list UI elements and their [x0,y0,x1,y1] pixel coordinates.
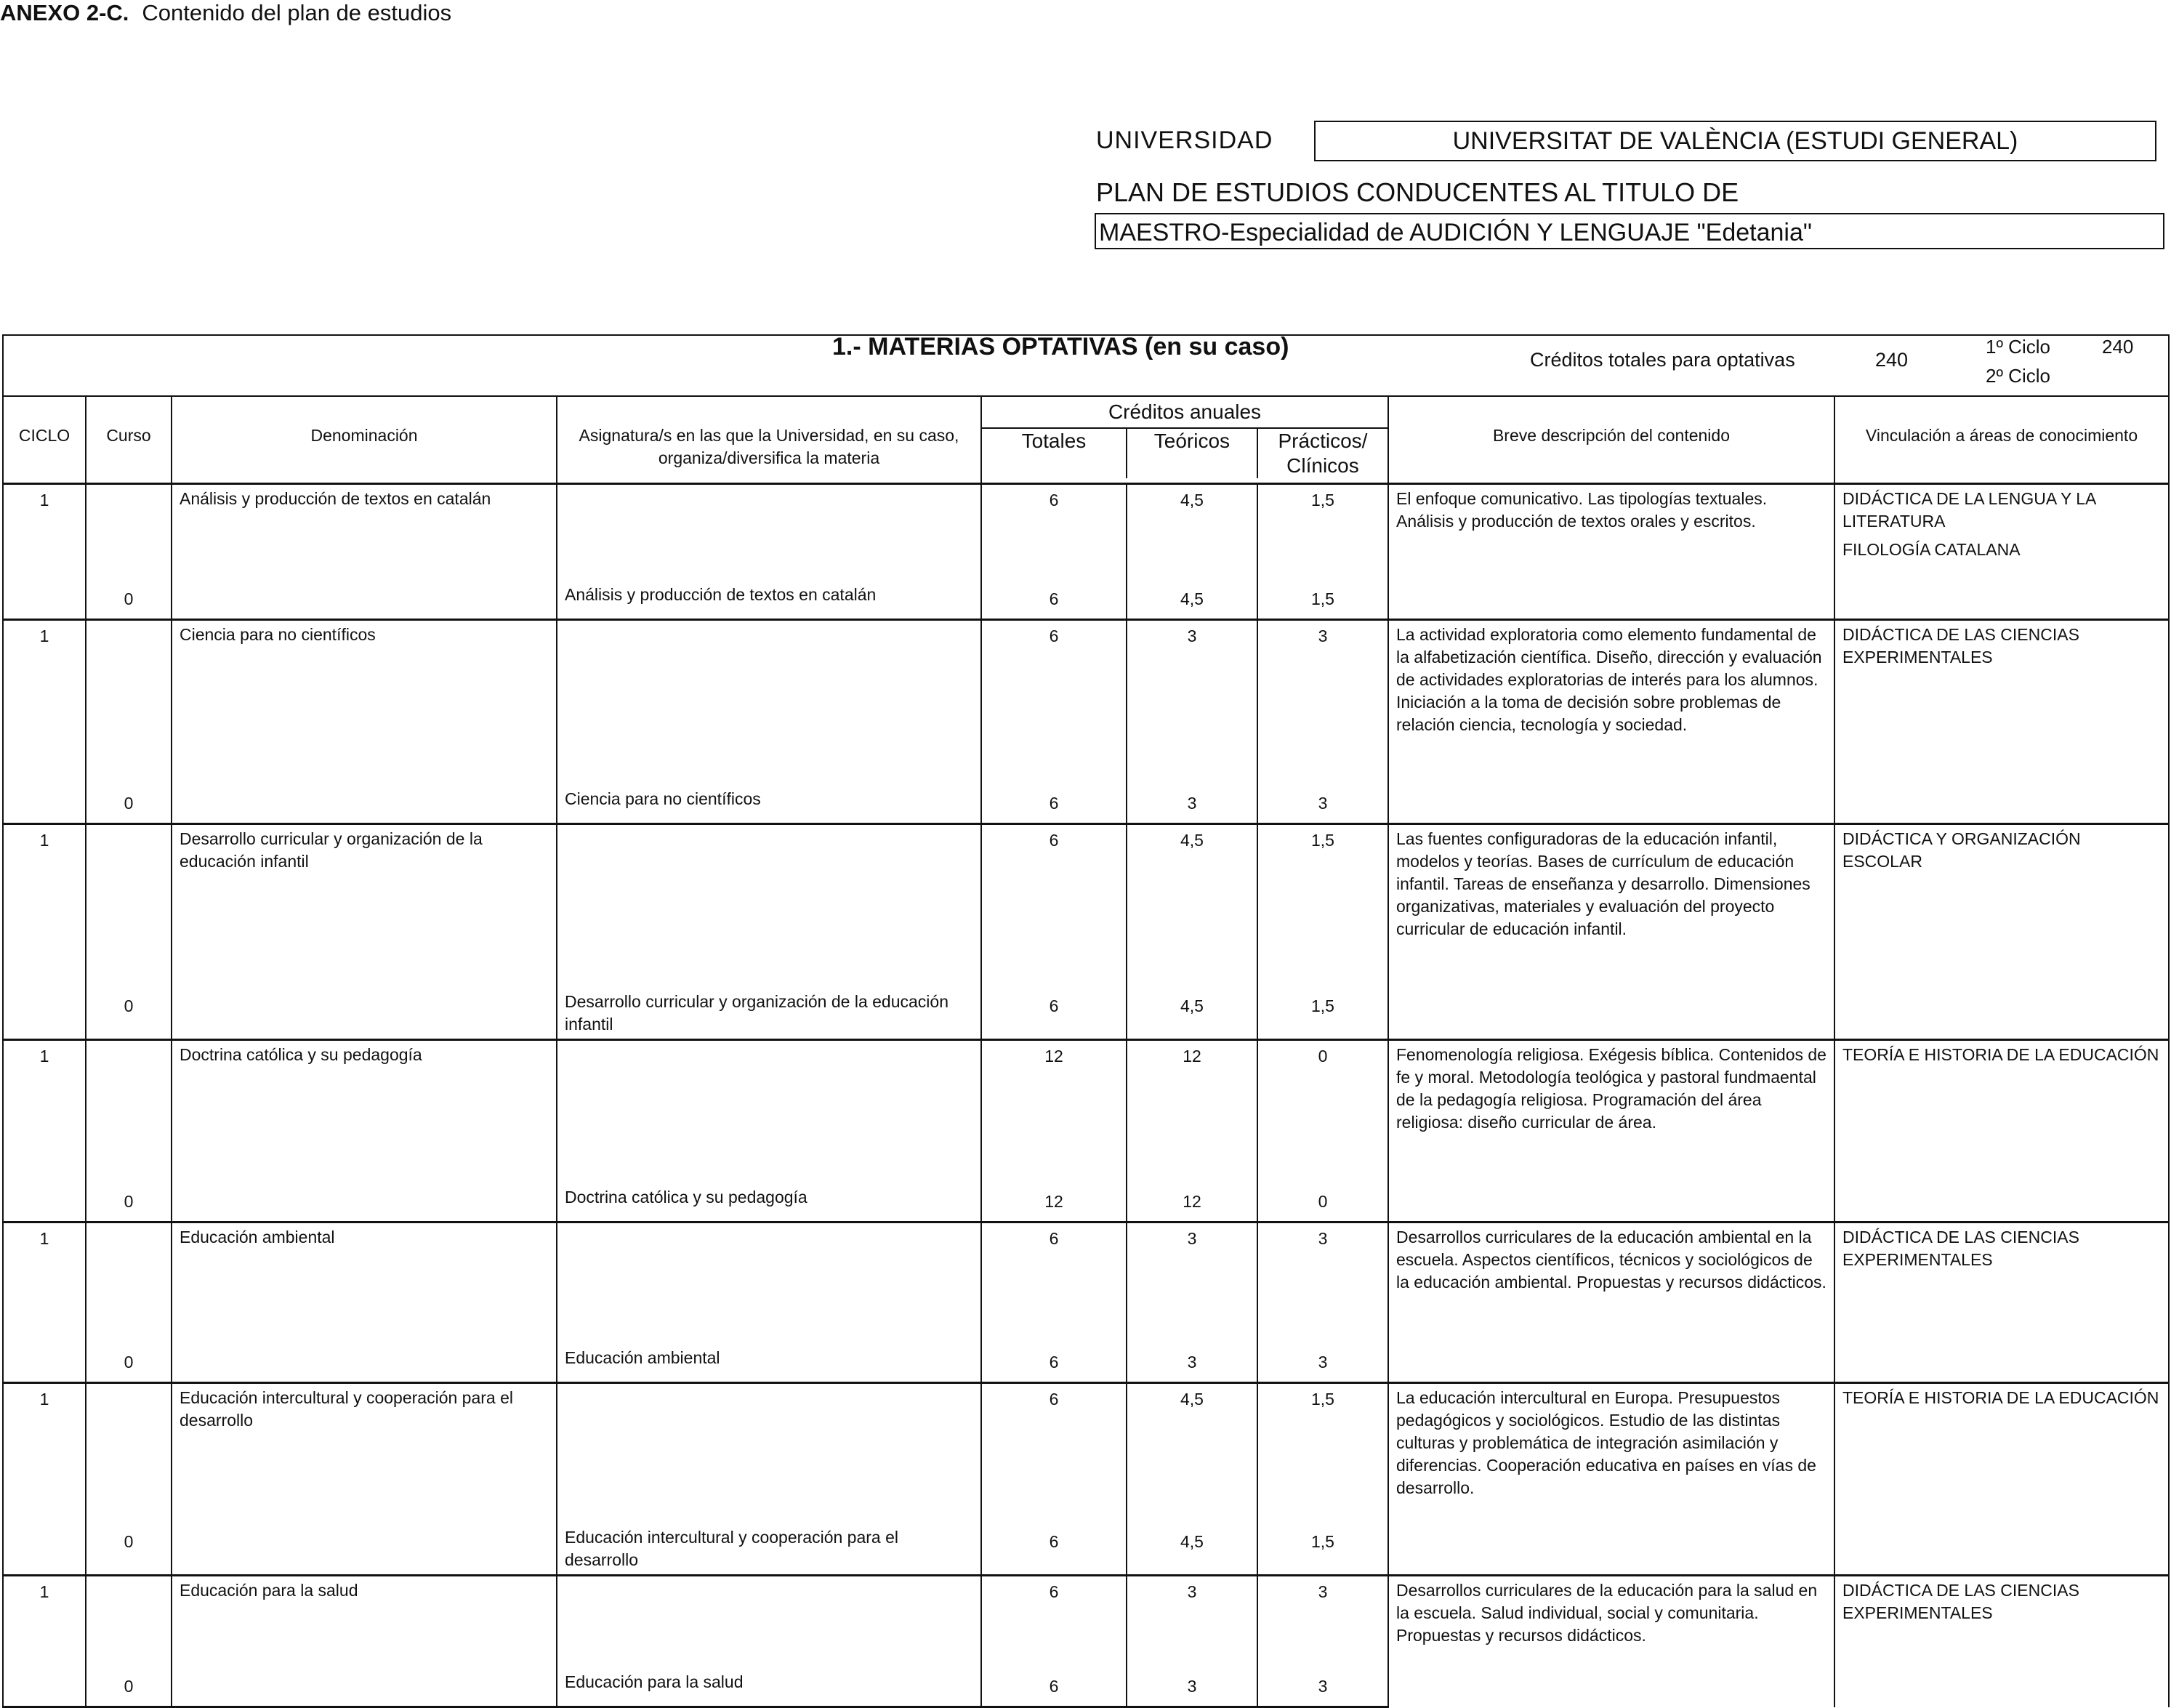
annex-heading [0,0,451,26]
sub-teoricos-cell: 3 [1127,1344,1257,1383]
ciclo-cell: 1 [3,1383,86,1524]
denominacion-cell: Análisis y producción de textos en catalán [172,484,557,581]
sub-practicos-cell: 3 [1257,1344,1388,1383]
sub-totales-cell: 6 [981,1523,1127,1576]
totales-cell: 6 [981,824,1127,988]
optativas-table [2,334,2170,1708]
practicos-cell: 3 [1257,1222,1388,1345]
header-practicos: Prácticos/ Clínicos [1278,430,1368,477]
descripcion-cell: La actividad exploratoria como elemento fundamental de la alfabetización científica. Diseño, dirección y evaluación de actividades exploratorias de interés para los alumnos. Iniciación a la toma de decisión sobre problemas de relación ciencia, tecnología y sociedad. [1388,620,1834,824]
ciclo-cell-empty [3,1668,86,1707]
denominacion-cell: Educación para la salud [172,1576,557,1669]
asignatura-cell: Desarrollo curricular y organización de la educación infantil [557,988,981,1040]
practicos-cell: 3 [1257,620,1388,786]
curso-cell: 0 [86,581,172,620]
vinculacion-area: DIDÁCTICA DE LAS CIENCIAS EXPERIMENTALES [1842,625,2079,666]
totales-cell: 6 [981,484,1127,581]
teoricos-cell: 4,5 [1127,824,1257,988]
curso-cell: 0 [86,1344,172,1383]
curso-cell: 0 [86,1183,172,1222]
asignatura-cell-empty [557,620,981,786]
teoricos-cell: 3 [1127,1576,1257,1669]
ciclo-cell-empty [3,1344,86,1383]
sub-practicos-cell: 3 [1257,1668,1388,1707]
vinculacion-cell [1834,1576,2169,1707]
vinculacion-area: DIDÁCTICA DE LAS CIENCIAS EXPERIMENTALES [1842,1228,2079,1269]
asignatura-cell: Educación intercultural y cooperación para el desarrollo [557,1523,981,1576]
totales-cell: 6 [981,1576,1127,1669]
curso-cell-empty [86,1383,172,1524]
descripcion-cell: Fenomenología religiosa. Exégesis bíblica. Contenidos de fe y moral. Metodología teológica y pastoral fundmaental de la pedagogía religiosa. Programación del área religiosa: diseño curricular de área. [1388,1040,1834,1222]
descripcion-cell: Las fuentes configuradoras de la educación infantil, modelos y teorías. Bases de currículum de educación infantil. Tareas de enseñanza y desarrollo. Dimensiones organizativas, materiales y evaluación del proyecto curricular de educación infantil. [1388,824,1834,1040]
ciclo-cell: 1 [3,484,86,581]
asignatura-cell: Doctrina católica y su pedagogía [557,1183,981,1222]
asignatura-cell: Educación ambiental [557,1344,981,1383]
sub-practicos-cell: 3 [1257,785,1388,824]
curso-cell: 0 [86,1523,172,1576]
materia-row [3,1383,2169,1524]
asignatura-cell-empty [557,824,981,988]
denominacion-cell: Desarrollo curricular y organización de la educación infantil [172,824,557,988]
ciclo-cell-empty [3,785,86,824]
curso-cell-empty [86,1222,172,1345]
vinculacion-cell [1834,1383,2169,1576]
practicos-cell: 1,5 [1257,484,1388,581]
materia-row [3,484,2169,581]
ciclo-cell: 1 [3,1222,86,1345]
sub-totales-cell: 12 [981,1183,1127,1222]
denominacion-cell: Educación ambiental [172,1222,557,1345]
curso-cell-empty [86,484,172,581]
descripcion-cell: La educación intercultural en Europa. Presupuestos pedagógicos y sociológicos. Estudio de las distintas culturas y problemática de integración asimilación y diferencias. Cooperación educativa en países en vías de desarrollo. [1388,1383,1834,1576]
vinculacion-area: TEORÍA E HISTORIA DE LA EDUCACIÓN [1842,1388,2159,1407]
totales-cell: 6 [981,1383,1127,1524]
sub-teoricos-cell: 3 [1127,1668,1257,1707]
sub-teoricos-cell: 4,5 [1127,1523,1257,1576]
totales-cell: 6 [981,620,1127,786]
header-denominacion: Denominación [172,396,557,484]
sub-teoricos-cell: 4,5 [1127,581,1257,620]
sub-teoricos-cell: 3 [1127,785,1257,824]
teoricos-cell: 3 [1127,1222,1257,1345]
sub-totales-cell: 6 [981,581,1127,620]
header-totales: Totales [982,429,1127,478]
sub-totales-cell: 6 [981,988,1127,1040]
teoricos-cell: 12 [1127,1040,1257,1184]
header-vinculacion: Vinculación a áreas de conocimiento [1834,396,2169,484]
ciclo-cell: 1 [3,1040,86,1184]
asignatura-cell-empty [557,484,981,581]
teoricos-cell: 4,5 [1127,484,1257,581]
ciclo-cell: 1 [3,620,86,786]
curso-cell-empty [86,1040,172,1184]
table-title-row [3,335,2169,396]
sub-teoricos-cell: 12 [1127,1183,1257,1222]
curso-cell: 0 [86,988,172,1040]
annex-code: ANEXO 2-C. [0,0,129,25]
ciclo1-label: 1º Ciclo [1986,336,2050,358]
denominacion-cell-empty [172,581,557,620]
header-teoricos: Teóricos [1127,429,1258,478]
creditos-label: Créditos totales para optativas [1530,349,1795,371]
ciclo2-label: 2º Ciclo [1986,365,2050,387]
sub-practicos-cell: 1,5 [1257,1523,1388,1576]
asignatura-cell: Ciencia para no científicos [557,785,981,824]
curso-cell: 0 [86,785,172,824]
sub-practicos-cell: 1,5 [1257,581,1388,620]
vinculacion-area: DIDÁCTICA DE LAS CIENCIAS EXPERIMENTALES [1842,1581,2079,1622]
vinculacion-cell [1834,1040,2169,1222]
denominacion-cell-empty [172,1668,557,1707]
denominacion-cell-empty [172,988,557,1040]
vinculacion-cell [1834,824,2169,1040]
curso-cell: 0 [86,1668,172,1707]
materia-row [3,824,2169,988]
annex-title: Contenido del plan de estudios [142,0,452,25]
header-descripcion: Breve descripción del contenido [1388,396,1834,484]
header-creditos [981,396,1388,484]
table-title: 1.- MATERIAS OPTATIVAS (en su caso) [832,333,1289,360]
denominacion-cell-empty [172,1344,557,1383]
descripcion-cell: Desarrollos curriculares de la educación ambiental en la escuela. Aspectos científicos, técnicos y sociológicos de la educación ambiental. Propuestas y recursos didácticos. [1388,1222,1834,1383]
asignatura-cell-empty [557,1576,981,1669]
ciclo-cell-empty [3,1183,86,1222]
table-header-row [3,396,2169,484]
asignatura-cell-empty [557,1222,981,1345]
practicos-cell: 0 [1257,1040,1388,1184]
denominacion-cell: Educación intercultural y cooperación para el desarrollo [172,1383,557,1524]
ciclo-cell-empty [3,581,86,620]
sub-practicos-cell: 1,5 [1257,988,1388,1040]
vinculacion-cell [1834,484,2169,620]
university-name: UNIVERSITAT DE VALÈNCIA (ESTUDI GENERAL) [1314,121,2156,161]
descripcion-cell: El enfoque comunicativo. Las tipologías textuales. Análisis y producción de textos orales y escritos. [1388,484,1834,620]
asignatura-cell-empty [557,1383,981,1524]
header-curso: Curso [86,396,172,484]
denominacion-cell-empty [172,785,557,824]
curso-cell-empty [86,824,172,988]
vinculacion-area: DIDÁCTICA DE LA LENGUA Y LA LITERATURA [1842,489,2096,531]
header-ciclo: CICLO [3,396,86,484]
materia-row [3,620,2169,786]
vinculacion-area: TEORÍA E HISTORIA DE LA EDUCACIÓN [1842,1045,2159,1064]
totales-cell: 6 [981,1222,1127,1345]
denominacion-cell-empty [172,1523,557,1576]
header-asignatura: Asignatura/s en las que la Universidad, en su caso, organiza/diversifica la materia [557,396,981,484]
header-creditos-anuales: Créditos anuales [982,397,1387,429]
denominacion-cell-empty [172,1183,557,1222]
vinculacion-area-2: FILOLOGÍA CATALANA [1842,540,2021,559]
plan-label: PLAN DE ESTUDIOS CONDUCENTES AL TITULO DE [1096,177,1739,207]
vinculacion-cell [1834,620,2169,824]
practicos-cell: 3 [1257,1576,1388,1669]
materia-row [3,1040,2169,1184]
totales-cell: 12 [981,1040,1127,1184]
ciclo1-value: 240 [2102,336,2134,358]
curso-cell-empty [86,620,172,786]
practicos-cell: 1,5 [1257,1383,1388,1524]
materia-row [3,1222,2169,1345]
denominacion-cell: Doctrina católica y su pedagogía [172,1040,557,1184]
sub-teoricos-cell: 4,5 [1127,988,1257,1040]
descripcion-cell: Desarrollos curriculares de la educación para la salud en la escuela. Salud individual, social y comunitaria. Propuestas y recursos didácticos. [1388,1576,1834,1707]
teoricos-cell: 4,5 [1127,1383,1257,1524]
plan-title: MAESTRO-Especialidad de AUDICIÓN Y LENGUAJE "Edetania" [1095,213,2164,249]
ciclo-cell-empty [3,1523,86,1576]
sub-practicos-cell: 0 [1257,1183,1388,1222]
vinculacion-area: DIDÁCTICA Y ORGANIZACIÓN ESCOLAR [1842,829,2081,871]
asignatura-cell: Análisis y producción de textos en catalán [557,581,981,620]
ciclo-cell-empty [3,988,86,1040]
materia-row [3,1576,2169,1669]
vinculacion-cell [1834,1222,2169,1383]
denominacion-cell: Ciencia para no científicos [172,620,557,786]
asignatura-cell-empty [557,1040,981,1184]
sub-totales-cell: 6 [981,1344,1127,1383]
teoricos-cell: 3 [1127,620,1257,786]
university-label: UNIVERSIDAD [1096,126,1273,154]
curso-cell-empty [86,1576,172,1669]
sub-totales-cell: 6 [981,1668,1127,1707]
practicos-cell: 1,5 [1257,824,1388,988]
sub-totales-cell: 6 [981,785,1127,824]
ciclo-cell: 1 [3,1576,86,1669]
asignatura-cell: Educación para la salud [557,1668,981,1707]
ciclo-cell: 1 [3,824,86,988]
creditos-total: 240 [1875,349,1909,371]
